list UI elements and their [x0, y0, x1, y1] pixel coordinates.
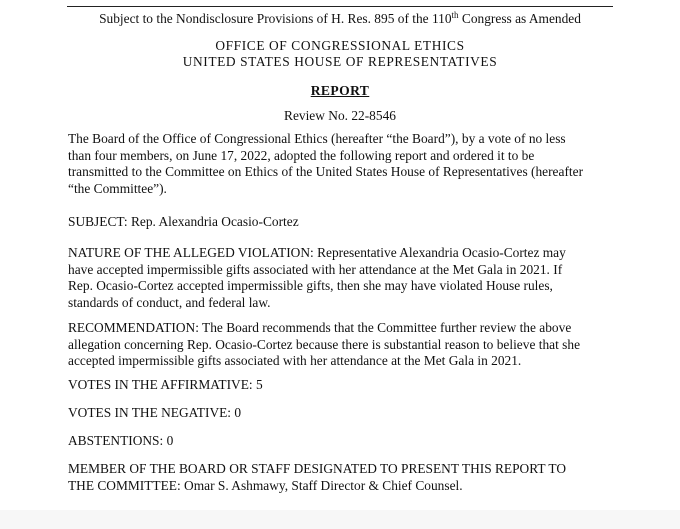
- presenter-paragraph: [68, 461, 628, 494]
- page-bottom-margin: [0, 510, 680, 529]
- nature-line: NATURE OF THE ALLEGED VIOLATION: Representative Alexandria Ocasio-Cortez may: [68, 245, 566, 260]
- votes-negative-line: VOTES IN THE NEGATIVE: 0: [68, 405, 242, 420]
- review-number: Review No. 22-8546: [284, 108, 396, 123]
- recommendation-line: allegation concerning Rep. Ocasio-Cortez because there is substantial reason to believe that she: [68, 336, 581, 352]
- confidentiality-header: [67, 10, 613, 27]
- confidentiality-suffix: Congress as Amended: [458, 11, 581, 26]
- presenter-line: MEMBER OF THE BOARD OR STAFF DESIGNATED TO PRESENT THIS REPORT TO: [68, 461, 566, 476]
- abstentions: [68, 433, 628, 450]
- nature-paragraph: [68, 245, 628, 311]
- office-house: UNITED STATES HOUSE OF REPRESENTATIVES: [182, 54, 498, 69]
- abstentions-line: ABSTENTIONS: 0: [68, 433, 174, 448]
- nature-line: Rep. Ocasio-Cortez accepted impermissible gifts, then she may have violated House rules,: [68, 278, 553, 294]
- recommendation-line: RECOMMENDATION: The Board recommends that the Committee further review the above: [68, 320, 572, 335]
- confidentiality-ordinal: th: [451, 10, 459, 20]
- intro-line: transmitted to the Committee on Ethics of the United States House of Representatives (hereafter: [68, 164, 584, 180]
- intro-line: than four members, on June 17, 2022, adopted the following report and ordered it to be: [68, 147, 535, 163]
- presenter-line: THE COMMITTEE: Omar S. Ashmawy, Staff Director & Chief Counsel.: [68, 477, 463, 493]
- top-rule-divider: [67, 6, 613, 7]
- office-heading: [0, 38, 680, 70]
- recommendation-paragraph: [68, 320, 628, 370]
- votes-affirmative: [68, 377, 628, 394]
- intro-line: The Board of the Office of Congressional Ethics (hereafter “the Board”), by a vote of no less: [68, 131, 566, 146]
- report-title: REPORT: [310, 83, 370, 98]
- office-name: OFFICE OF CONGRESSIONAL ETHICS: [215, 38, 465, 53]
- nature-line: standards of conduct, and federal law.: [68, 294, 271, 310]
- votes-negative: [68, 405, 628, 422]
- subject-line: SUBJECT: Rep. Alexandria Ocasio-Cortez: [68, 214, 299, 229]
- confidentiality-prefix: Subject to the Nondisclosure Provisions of H. Res. 895 of the 110: [99, 11, 452, 26]
- recommendation-line: accepted impermissible gifts associated with her attendance at the Met Gala in 2021.: [68, 353, 522, 369]
- intro-paragraph: [68, 131, 628, 197]
- intro-line: “the Committee”).: [68, 180, 167, 196]
- nature-line: have accepted impermissible gifts associated with her attendance at the Met Gala in 2021. If: [68, 261, 563, 277]
- votes-affirmative-line: VOTES IN THE AFFIRMATIVE: 5: [68, 377, 263, 392]
- subject-paragraph: [68, 214, 628, 231]
